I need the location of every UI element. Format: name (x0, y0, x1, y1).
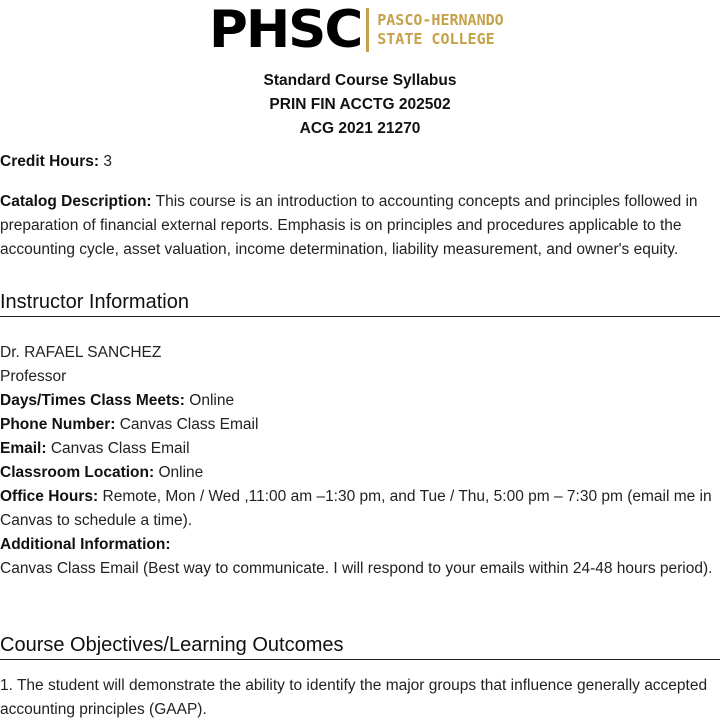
instructor-title: Professor (0, 368, 67, 385)
instructor-name: Dr. RAFAEL SANCHEZ (0, 344, 162, 361)
logo-abbreviation: PHSC (209, 0, 362, 60)
phone-number-label: Phone Number: (0, 416, 116, 433)
logo-line-2: STATE COLLEGE (377, 30, 495, 48)
office-hours-value: Remote, Mon / Wed ,11:00 am –1:30 pm, and Tue / Thu, 5:00 pm – 7:30 pm (email me in Canvas to schedule a time). (0, 488, 712, 529)
catalog-description (0, 190, 716, 262)
instructor-information-heading: Instructor Information (0, 289, 720, 317)
instructor-details (0, 341, 716, 581)
phone-number (0, 413, 716, 437)
catalog-description-text: This course is an introduction to accounting concepts and principles followed in preparation of financial external reports. Emphasis is on principles and procedures applicable to the accounting cycle, asset valuation, income determination, liability measurement, and owner's equity. (0, 193, 698, 258)
additional-information-text: Canvas Class Email (Best way to communicate. I will respond to your emails within 24-48 hours period). (0, 560, 713, 577)
classroom-location-value: Online (158, 464, 204, 481)
class-meeting-times-label: Days/Times Class Meets: (0, 392, 185, 409)
catalog-description-label: Catalog Description: (0, 193, 152, 210)
logo-wordmark (377, 11, 503, 49)
additional-information-label-text: Additional Information: (0, 536, 171, 553)
course-objective-1: 1. The student will demonstrate the ability to identify the major groups that influence generally accepted accounting principles (GAAP). (0, 677, 708, 718)
office-hours-label: Office Hours: (0, 488, 99, 505)
email-label: Email: (0, 440, 47, 457)
email-value: Canvas Class Email (50, 440, 190, 457)
college-logo (209, 0, 514, 60)
phone-number-value: Canvas Class Email (119, 416, 259, 433)
course-term-code: PRIN FIN ACCTG 202502 (269, 96, 451, 113)
course-objectives-heading: Course Objectives/Learning Outcomes (0, 632, 720, 660)
credit-hours (0, 150, 716, 174)
course-section-code: ACG 2021 21270 (299, 120, 421, 137)
credit-hours-label: Credit Hours: (0, 153, 100, 170)
classroom-location-label: Classroom Location: (0, 464, 155, 481)
email (0, 437, 716, 461)
credit-hours-value: 3 (103, 153, 112, 170)
syllabus-title: Standard Course Syllabus (263, 72, 457, 89)
logo-divider (366, 8, 369, 52)
classroom-location (0, 461, 716, 485)
office-hours (0, 485, 716, 533)
additional-information-label (0, 533, 716, 557)
class-meeting-times (0, 389, 716, 413)
syllabus-header (0, 69, 720, 141)
logo-line-1: PASCO-HERNANDO (377, 11, 504, 29)
class-meeting-times-value: Online (189, 392, 235, 409)
